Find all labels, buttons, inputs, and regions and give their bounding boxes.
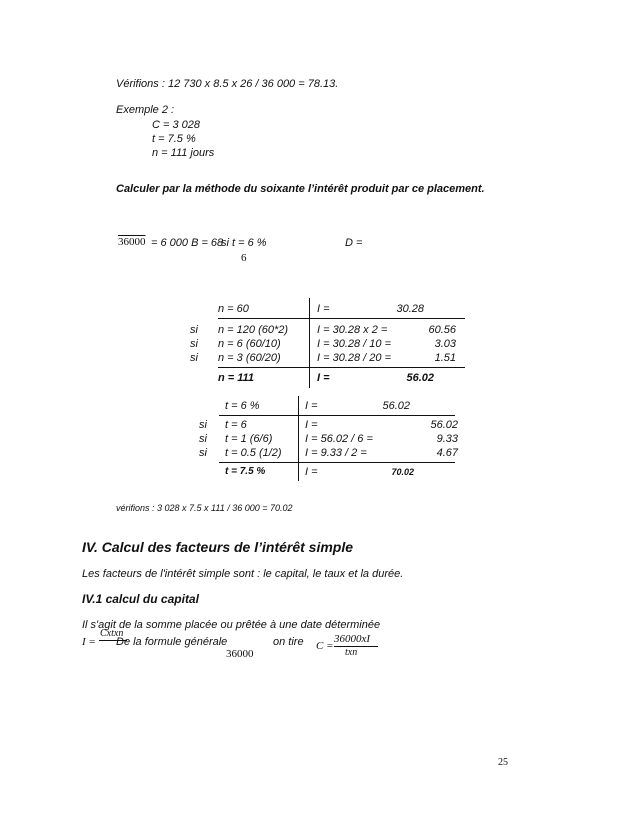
table-n-total-label: I =	[317, 372, 330, 384]
table-t-total-left: t = 7.5 %	[225, 466, 266, 477]
verification-line-1: Vérifions : 12 730 x 8.5 x 26 / 36 000 = 78.13.	[116, 78, 339, 90]
table-n-head-label: I =	[317, 303, 330, 315]
table-n-head-left: n = 60	[218, 303, 249, 315]
formula-i-label: I =	[82, 636, 96, 648]
table-t-row-2-left: t = 1 (6/6)	[225, 433, 273, 445]
table-t-bottom-rule	[219, 462, 455, 463]
table-n-row-3-left: n = 3 (60/20)	[218, 352, 281, 364]
formula-i-numerator: Cxtxn	[100, 628, 124, 639]
table-t-head-left: t = 6 %	[225, 400, 260, 412]
table-n-row-2-si: si	[190, 338, 198, 350]
subsection-text: Il s'agit de la somme placée ou prêtée à une date déterminée	[82, 619, 381, 631]
example-2-capital: C = 3 028	[152, 119, 201, 131]
table-t-row-1-si: si	[199, 419, 207, 431]
table-n-row-1-value: 60.56	[428, 324, 456, 336]
table-t-row-3-left: t = 0.5 (1/2)	[225, 447, 282, 459]
table-n-total-value: 56.02	[406, 372, 434, 384]
table-t-head-value: 56.02	[382, 400, 410, 412]
table-t-row-3-si: si	[199, 447, 207, 459]
table-n-total-left: n = 111	[218, 372, 254, 384]
table-t-divider	[298, 396, 299, 481]
table-n-row-3-value: 1.51	[434, 352, 456, 364]
section-title: IV. Calcul des facteurs de l’intérêt simple	[82, 539, 354, 555]
verification-line-2: vérifions : 3 028 x 7.5 x 111 / 36 000 = 70.02	[116, 503, 293, 513]
formula-c-denominator: txn	[345, 647, 358, 658]
formula-result: = 6 000 B = 68	[151, 237, 224, 249]
table-t-row-1-value: 56.02	[430, 419, 458, 431]
question-text: Calculer par la méthode du soixante l’intérêt produit par ce placement.	[116, 183, 485, 195]
formula-general-text: De la formule générale	[116, 636, 228, 648]
table-n-row-2-label: I = 30.28 / 10 =	[317, 338, 392, 350]
table-t-row-2-label: I = 56.02 / 6 =	[305, 433, 373, 445]
example-2-title: Exemple 2 :	[116, 104, 175, 116]
table-n-row-3-label: I = 30.28 / 20 =	[317, 352, 392, 364]
formula-condition: si t = 6 %	[221, 237, 267, 249]
formula-denominator: 6	[241, 252, 247, 264]
table-n-row-3-si: si	[190, 352, 198, 364]
page-number: 25	[498, 757, 508, 768]
table-n-head-value: 30.28	[396, 303, 424, 315]
subsection-title: IV.1 calcul du capital	[82, 592, 199, 606]
table-t-top-rule	[219, 415, 455, 416]
formula-tire-text: on tire	[273, 636, 304, 648]
table-t-row-2-value: 9.33	[436, 433, 458, 445]
formula-i-denominator: 36000	[226, 648, 254, 660]
table-n-row-2-value: 3.03	[434, 338, 456, 350]
table-n-row-1-left: n = 120 (60*2)	[218, 324, 289, 336]
table-n-top-rule	[218, 318, 465, 319]
formula-numerator: 36000	[118, 236, 146, 248]
table-t-row-3-value: 4.67	[436, 447, 458, 459]
table-t-row-1-label: I =	[305, 419, 318, 431]
table-t-total-value: 70.02	[391, 467, 414, 477]
table-n-divider	[309, 298, 310, 388]
table-t-row-3-label: I = 9.33 / 2 =	[305, 447, 367, 459]
example-2-rate: t = 7.5 %	[152, 133, 196, 145]
table-t-row-1-left: t = 6	[225, 419, 247, 431]
table-n-row-1-label: I = 30.28 x 2 =	[317, 324, 388, 336]
formula-c-numerator: 36000xI	[334, 633, 371, 645]
formula-c-label: C =	[316, 640, 334, 652]
table-n-row-1-si: si	[190, 324, 198, 336]
formula-d: D =	[345, 237, 363, 249]
table-n-bottom-rule	[218, 367, 465, 368]
table-n-row-2-left: n = 6 (60/10)	[218, 338, 281, 350]
table-t-row-2-si: si	[199, 433, 207, 445]
table-t-head-label: I =	[305, 400, 318, 412]
table-t-total-label: I =	[305, 466, 318, 478]
section-text: Les facteurs de l'intérêt simple sont : le capital, le taux et la durée.	[82, 568, 404, 580]
example-2-duration: n = 111 jours	[152, 147, 215, 159]
